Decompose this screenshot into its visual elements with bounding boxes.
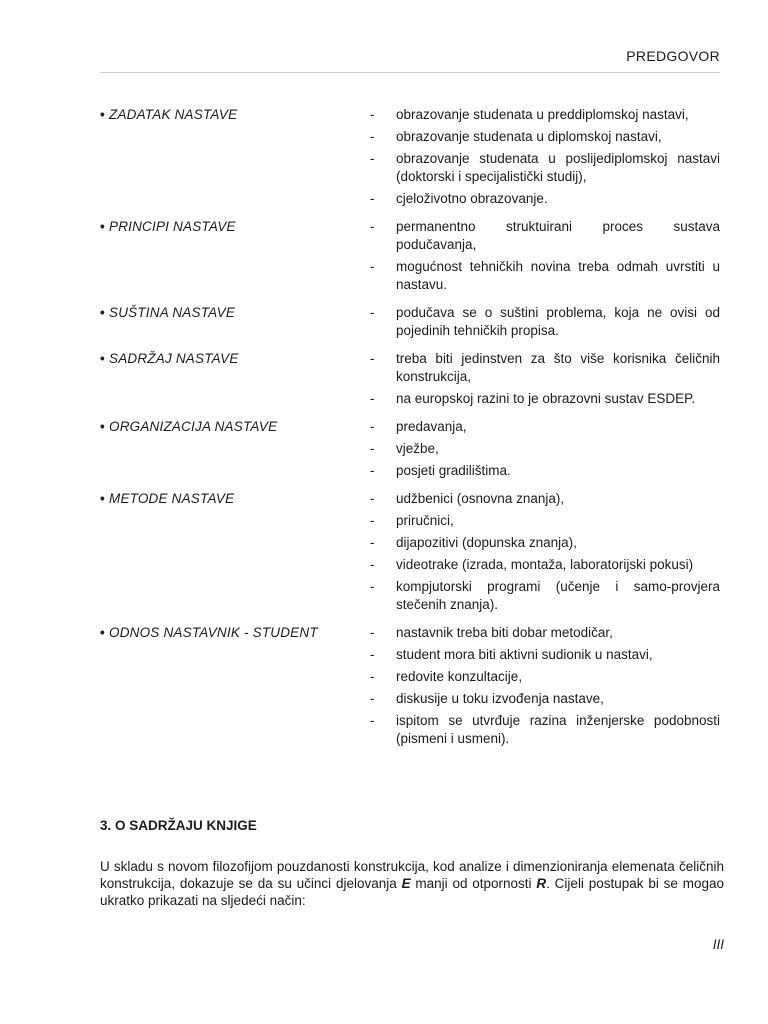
section-title <box>100 218 370 298</box>
list-item <box>370 578 720 614</box>
list-item-text: student mora biti aktivni sudionik u nastavi, <box>396 647 653 662</box>
list-item <box>370 512 720 530</box>
list-item <box>370 462 720 480</box>
dash-marker: - <box>370 557 375 572</box>
section-title-text: SADRŽAJ NASTAVE <box>109 351 239 366</box>
bullet-icon: • <box>100 107 105 122</box>
section-title <box>100 418 370 484</box>
dash-marker: - <box>370 441 375 456</box>
section-title-text: ODNOS NASTAVNIK - STUDENT <box>109 625 318 640</box>
section-row <box>100 106 720 212</box>
section-title-text: ORGANIZACIJA NASTAVE <box>109 419 278 434</box>
symbol-r: R <box>536 876 547 891</box>
list-item-text: udžbenici (osnovna znanja), <box>396 491 565 506</box>
dash-marker: - <box>370 713 375 728</box>
list-item-text: obrazovanje studenata u diplomskoj nastavi, <box>396 129 662 144</box>
symbol-e: E <box>401 876 411 891</box>
dash-marker: - <box>370 191 375 206</box>
bullet-icon: • <box>100 351 105 366</box>
list-item <box>370 304 720 340</box>
dash-marker: - <box>370 491 375 506</box>
body-paragraph <box>100 858 724 909</box>
dash-marker: - <box>370 107 375 122</box>
section-title-text: METODE NASTAVE <box>109 491 235 506</box>
list-item <box>370 150 720 186</box>
section-items <box>370 106 720 212</box>
section-items <box>370 350 720 412</box>
list-item <box>370 350 720 386</box>
dash-marker: - <box>370 305 375 320</box>
dash-marker: - <box>370 691 375 706</box>
list-item <box>370 624 720 642</box>
list-item-text: treba biti jedinstven za što više korisnika čeličnih konstrukcija, <box>396 351 720 384</box>
dash-marker: - <box>370 219 375 234</box>
list-item-text: diskusije u toku izvođenja nastave, <box>396 691 604 706</box>
dash-marker: - <box>370 513 375 528</box>
list-item <box>370 418 720 436</box>
section-title <box>100 624 370 752</box>
header-title: PREDGOVOR <box>626 48 720 64</box>
list-item <box>370 440 720 458</box>
section-row <box>100 624 720 752</box>
bullet-icon: • <box>100 625 105 640</box>
list-item <box>370 218 720 254</box>
list-item <box>370 668 720 686</box>
list-item-text: vježbe, <box>396 441 439 456</box>
section-items <box>370 490 720 618</box>
section-title-text: PRINCIPI NASTAVE <box>109 219 236 234</box>
dash-marker: - <box>370 535 375 550</box>
list-item <box>370 490 720 508</box>
list-item-text: obrazovanje studenata u poslijediplomskoj nastavi (doktorski i specijalistički studij), <box>396 151 720 184</box>
dash-marker: - <box>370 669 375 684</box>
list-item-text: permanentno struktuirani proces sustava podučavanja, <box>396 219 720 252</box>
section-row <box>100 350 720 412</box>
section-row <box>100 218 720 298</box>
list-item-text: redovite konzultacije, <box>396 669 523 684</box>
list-item <box>370 190 720 208</box>
page-number: III <box>712 937 724 952</box>
section-row <box>100 304 720 344</box>
dash-marker: - <box>370 259 375 274</box>
dash-marker: - <box>370 625 375 640</box>
section-items <box>370 624 720 752</box>
section-heading: 3. O SADRŽAJU KNJIGE <box>100 818 257 833</box>
page-header <box>100 48 720 73</box>
dash-marker: - <box>370 129 375 144</box>
dash-marker: - <box>370 463 375 478</box>
section-title-text: SUŠTINA NASTAVE <box>109 305 236 320</box>
dash-marker: - <box>370 151 375 166</box>
bullet-icon: • <box>100 491 105 506</box>
list-item <box>370 106 720 124</box>
list-item-text: priručnici, <box>396 513 454 528</box>
section-items <box>370 418 720 484</box>
section-title <box>100 106 370 212</box>
section-title <box>100 304 370 344</box>
section-title <box>100 350 370 412</box>
dash-marker: - <box>370 419 375 434</box>
list-item <box>370 712 720 748</box>
list-item-text: kompjutorski programi (učenje i samo-provjera stečenih znanja). <box>396 579 720 612</box>
section-title-text: ZADATAK NASTAVE <box>109 107 238 122</box>
section-row <box>100 490 720 618</box>
paragraph-text: manji od otpornosti <box>410 876 537 891</box>
bullet-icon: • <box>100 419 105 434</box>
dash-marker: - <box>370 351 375 366</box>
section-row <box>100 418 720 484</box>
list-item <box>370 690 720 708</box>
list-item-text: posjeti gradilištima. <box>396 463 511 478</box>
list-item-text: cjeloživotno obrazovanje. <box>396 191 548 206</box>
list-item-text: na europskoj razini to je obrazovni sustav ESDEP. <box>396 391 696 406</box>
list-item <box>370 128 720 146</box>
section-title <box>100 490 370 618</box>
sections-list <box>100 106 720 758</box>
paragraph-text: U skladu s novom filozofijom pouzdanosti konstrukcija, kod analize i dimenzioniranja elemenata čeličnih konstrukcija, dokazuje se da su učinci djelovanja <box>100 859 724 891</box>
list-item <box>370 390 720 408</box>
dash-marker: - <box>370 579 375 594</box>
list-item <box>370 258 720 294</box>
list-item-text: podučava se o suštini problema, koja ne ovisi od pojedinih tehničkih propisa. <box>396 305 720 338</box>
paragraph-text: . Cijeli postupak bi se mogao ukratko prikazati na sljedeći način: <box>100 876 724 908</box>
list-item <box>370 646 720 664</box>
list-item-text: nastavnik treba biti dobar metodičar, <box>396 625 613 640</box>
list-item-text: mogućnost tehničkih novina treba odmah uvrstiti u nastavu. <box>396 259 720 292</box>
bullet-icon: • <box>100 305 105 320</box>
bullet-icon: • <box>100 219 105 234</box>
dash-marker: - <box>370 391 375 406</box>
list-item-text: ispitom se utvrđuje razina inženjerske podobnosti (pismeni i usmeni). <box>396 713 720 746</box>
list-item <box>370 556 720 574</box>
list-item <box>370 534 720 552</box>
list-item-text: obrazovanje studenata u preddiplomskoj nastavi, <box>396 107 689 122</box>
section-items <box>370 304 720 344</box>
dash-marker: - <box>370 647 375 662</box>
list-item-text: videotrake (izrada, montaža, laboratorijski pokusi) <box>396 557 694 572</box>
list-item-text: dijapozitivi (dopunska znanja), <box>396 535 577 550</box>
list-item-text: predavanja, <box>396 419 467 434</box>
section-items <box>370 218 720 298</box>
